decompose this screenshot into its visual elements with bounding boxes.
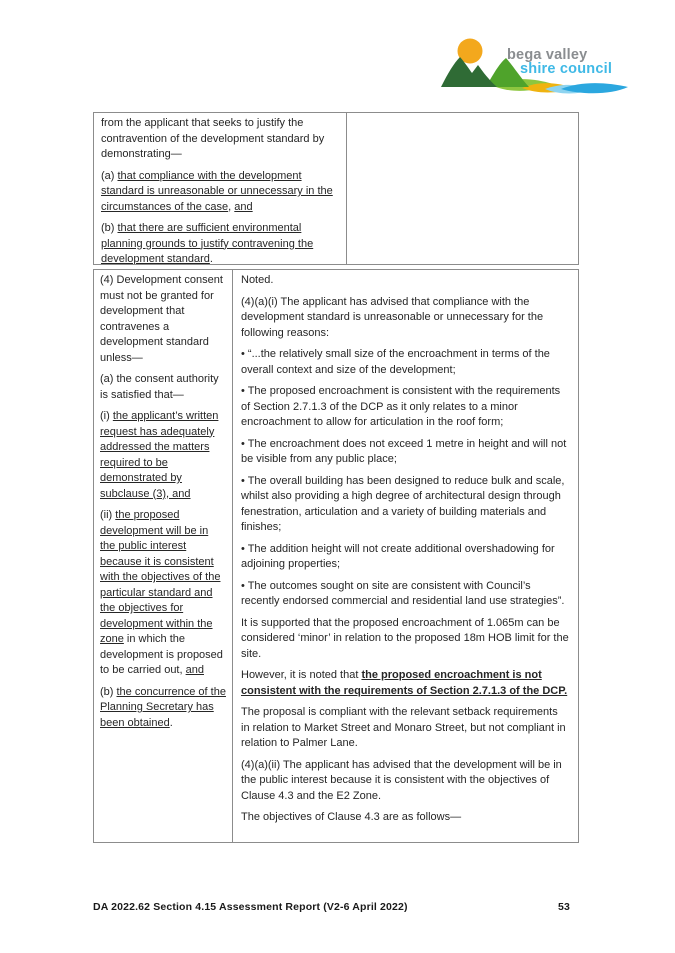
paragraph: The objectives of Clause 4.3 are as follows— [241,811,462,823]
paragraph: (i) the applicant’s written request has adequately addressed the matters required to be demonstrated by subclause (3), and [100,410,219,500]
footer-page-number: 53 [558,901,570,913]
paragraph: • The encroachment does not exceed 1 metre in height and will not be visible from any public place; [241,437,567,465]
paragraph: (b) the concurrence of the Planning Secretary has been obtained. [100,685,226,729]
council-logo [440,36,635,100]
paragraph: It is supported that the proposed encroachment of 1.065m can be considered ‘minor’ in relation to the proposed 18m HOB limit for the site. [241,616,569,660]
clause-3-continuation-cell [94,113,347,264]
page-footer [93,901,570,913]
footer-report-title: DA 2022.62 Section 4.15 Assessment Report (V2-6 April 2022) [93,901,408,913]
paragraph: • “...the relatively small size of the encroachment in terms of the overall context and size of the development; [241,348,550,376]
paragraph: However, it is noted that the proposed encroachment is not consistent with the requirements of Section 2.7.1.3 of the DCP. [241,669,568,697]
paragraph: (ii) the proposed development will be in the public interest because it is consistent with the objectives of the particular standard and the objectives for development within the zone in which the development is proposed to be carried out, and [100,509,223,676]
logo-name-line1: bega valley [507,47,588,63]
paragraph: from the applicant that seeks to justify the contravention of the development standard by demonstrating— [101,117,325,160]
standards-table-top [93,112,579,265]
paragraph: • The overall building has been designed to reduce bulk and scale, whilst also providing a high degree of architectural design through fenestration, articulation and a variety of building materials and finishes; [241,474,565,533]
paragraph: (a) that compliance with the development standard is unreasonable or unnecessary in the circumstances of the case, and [101,169,333,213]
paragraph: • The proposed encroachment is consistent with the requirements of Section 2.7.1.3 of the DCP as it only relates to a minor encroachment to allow for articulation in the roof form; [241,385,561,428]
paragraph: (b) that there are sufficient environmental planning grounds to justify contravening the development standard. [101,222,314,264]
standards-table-main [93,269,579,843]
assessment-comment-cell [233,270,578,842]
paragraph: (4)(a)(i) The applicant has advised that compliance with the development standard is unreasonable or unnecessary for the following reasons: [241,295,544,339]
paragraph: The proposal is compliant with the relevant setback requirements in relation to Market Street and Monaro Street, but not compliant in relation to Palmer Lane. [241,706,566,749]
paragraph: • The outcomes sought on site are consistent with Council’s recently endorsed commercial and residential land use strategies”. [241,579,565,607]
logo-name-line2: shire council [520,61,613,77]
paragraph: Noted. [241,274,274,286]
paragraph: • The addition height will not create additional overshadowing for adjoining properties; [241,542,555,570]
paragraph: (4)(a)(ii) The applicant has advised that the development will be in the public interest because it is consistent with the objectives of Clause 4.3 and the E2 Zone. [241,758,562,802]
paragraph: (a) the consent authority is satisfied that— [100,373,219,401]
clause-4-text-cell [94,270,233,842]
paragraph: (4) Development consent must not be granted for development that contravenes a development standard unless— [100,274,223,364]
empty-comment-cell [347,113,578,264]
